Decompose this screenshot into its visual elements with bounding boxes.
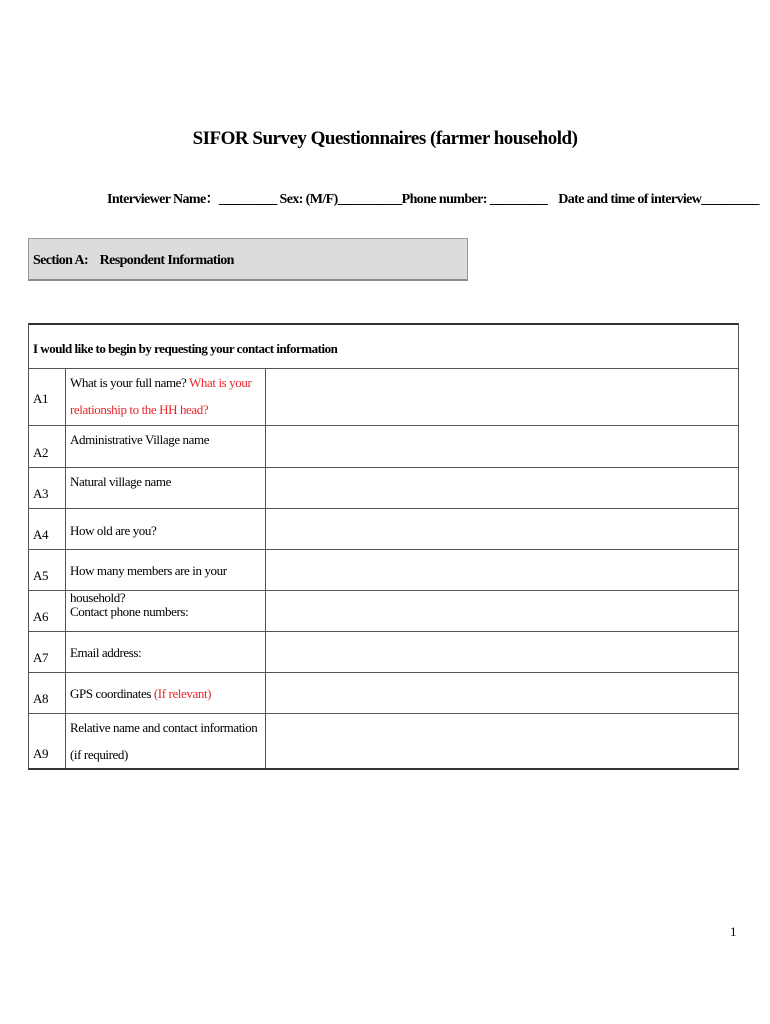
table-row-a6 — [29, 591, 738, 632]
row-question: How many members are in your household? — [66, 550, 266, 590]
row-question: Email address: — [66, 632, 266, 672]
interview-meta-line — [107, 188, 759, 208]
table-row-a1 — [29, 369, 738, 426]
row-code: A7 — [29, 632, 66, 672]
answer-cell-a5[interactable] — [266, 550, 738, 590]
table-row-a2 — [29, 426, 738, 468]
answer-cell-a6[interactable] — [266, 591, 738, 631]
table-row-a5 — [29, 550, 738, 605]
table-intro-row — [29, 325, 738, 369]
answer-cell-a8[interactable] — [266, 673, 738, 713]
answer-cell-a9[interactable] — [266, 714, 738, 768]
row-question: GPS coordinates (If relevant) — [66, 673, 266, 713]
row-code: A3 — [29, 468, 66, 508]
row-question: Administrative Village name — [66, 426, 266, 467]
row-code: A6 — [29, 591, 66, 631]
table-row-a4 — [29, 509, 738, 550]
table-intro-text: I would like to begin by requesting your contact information — [33, 341, 338, 356]
section-a-label: Section A: Respondent Information — [33, 253, 234, 268]
row-code: A9 — [29, 714, 66, 768]
row-code: A4 — [29, 509, 66, 549]
row-note: What is your relationship to the HH head? — [70, 375, 252, 417]
respondent-info-table — [28, 323, 739, 770]
row-code: A1 — [29, 369, 66, 425]
table-row-a3 — [29, 468, 738, 509]
phone-number-field[interactable]: Phone number: _________ — [401, 192, 548, 207]
table-row-a8 — [29, 673, 738, 714]
table-row-a9 — [29, 714, 738, 768]
row-question: Relative name and contact information (if required) — [66, 714, 266, 768]
row-code: A2 — [29, 426, 66, 467]
sex-field[interactable]: Sex: (M/F)__________ — [279, 192, 402, 207]
answer-cell-a1[interactable] — [266, 369, 738, 425]
interview-datetime-field[interactable]: Date and time of interview_________ — [558, 192, 759, 207]
row-question: Contact phone numbers: — [66, 591, 266, 631]
answer-cell-a4[interactable] — [266, 509, 738, 549]
section-a-header — [28, 238, 468, 281]
answer-cell-a7[interactable] — [266, 632, 738, 672]
row-question: Natural village name — [66, 468, 266, 508]
page-number: 1 — [730, 924, 737, 939]
row-question: How old are you? — [66, 509, 266, 549]
row-note: (If relevant) — [153, 686, 212, 701]
row-code: A8 — [29, 673, 66, 713]
answer-cell-a3[interactable] — [266, 468, 738, 508]
table-row-a7 — [29, 632, 738, 673]
row-question: What is your full name? What is your relationship to the HH head? — [66, 369, 266, 425]
row-code: A5 — [29, 550, 66, 590]
answer-cell-a2[interactable] — [266, 426, 738, 467]
document-title: SIFOR Survey Questionnaires (farmer household) — [192, 128, 578, 149]
interviewer-name-field[interactable]: Interviewer Name：_________ — [107, 192, 277, 207]
